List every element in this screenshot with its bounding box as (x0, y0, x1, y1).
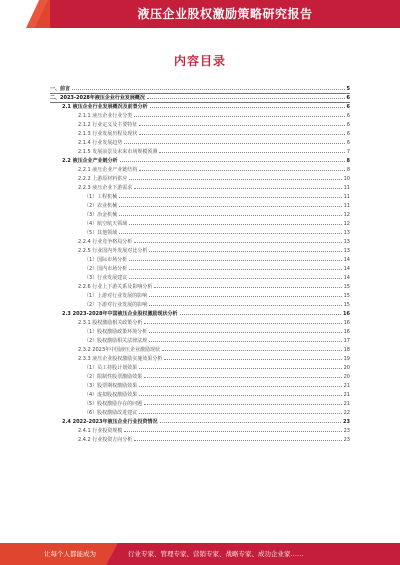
toc-leader-dots (149, 300, 341, 306)
toc-entry-title: 2.2.6 行业上下游关系及影响分析 (78, 284, 153, 290)
page-header (0, 0, 400, 28)
toc-entry-page: 19 (343, 356, 350, 362)
toc-entry-page: 13 (343, 230, 350, 236)
toc-entry-title: 2.2.4 行业竞争格局分析 (78, 239, 133, 245)
toc-entry-title: 2.2.5 行业国内外发展对比分析 (78, 248, 148, 254)
toc-entry[interactable] (50, 228, 350, 237)
toc-leader-dots (134, 435, 341, 441)
toc-entry[interactable] (50, 309, 350, 318)
toc-leader-dots (150, 102, 345, 108)
toc-entry-title: （5）股权激励存在的问题 (84, 401, 143, 407)
toc-entry[interactable] (50, 165, 350, 174)
toc-entry-page: 20 (343, 374, 350, 380)
toc-entry-title: （2）下游对行业发展的影响 (84, 302, 148, 308)
toc-entry-title: 2.1.5 发展前景及未来市场规模预测 (78, 149, 158, 155)
toc-leader-dots (129, 255, 341, 261)
toc-entry-page: 6 (346, 140, 350, 146)
table-of-contents (50, 84, 350, 444)
toc-entry-title: 二、2023-2028年液压企业行业发展概况 (50, 95, 145, 101)
toc-entry-title: 2.3.2 2023年中国液压企业激励现状 (78, 347, 161, 353)
toc-leader-dots (119, 210, 341, 216)
toc-entry[interactable] (50, 120, 350, 129)
toc-entry[interactable] (50, 327, 350, 336)
toc-entry-title: （3）股票期权激励效果 (84, 383, 138, 389)
toc-entry-title: （2）限制性股票激励效果 (84, 374, 143, 380)
toc-leader-dots (119, 192, 341, 198)
report-title: 液压企业股权激励策略研究报告 (137, 7, 313, 21)
toc-entry-title: 一、前言 (50, 86, 71, 92)
toc-entry-title: （6）股权激励改进建议 (84, 410, 138, 416)
toc-entry-page: 16 (343, 320, 350, 326)
toc-entry-title: 2.2.2 上游原材料供应 (78, 176, 128, 182)
toc-entry-page: 16 (343, 311, 350, 317)
toc-entry-page: 12 (343, 212, 350, 218)
toc-leader-dots (119, 201, 341, 207)
toc-entry-title: （2）国内市场分析 (84, 266, 128, 272)
toc-leader-dots (139, 363, 341, 369)
toc-entry[interactable] (50, 237, 350, 246)
toc-heading: 内容目录 (173, 54, 226, 68)
toc-entry-title: （4）虚拟股权激励效果 (84, 392, 138, 398)
toc-leader-dots (149, 327, 341, 333)
toc-divider (50, 102, 350, 103)
toc-entry-title: 2.1.3 行业发展历程及现状 (78, 131, 138, 137)
toc-entry-title: 2.3.1 股权激励相关政策分析 (78, 320, 143, 326)
toc-entry-title: （1）工程机械 (84, 194, 118, 200)
toc-leader-dots (139, 408, 341, 414)
toc-entry-page: 7 (346, 149, 350, 155)
toc-entry-page: 20 (343, 365, 350, 371)
toc-entry-page: 6 (346, 113, 350, 119)
toc-leader-dots (129, 273, 341, 279)
toc-entry-title: 2.1.1 液压企业行业分类 (78, 113, 133, 119)
toc-entry-page: 14 (343, 257, 350, 263)
toc-entry[interactable] (50, 192, 350, 201)
toc-leader-dots (119, 228, 341, 234)
toc-leader-dots (72, 84, 345, 90)
toc-entry-page: 23 (343, 419, 350, 425)
toc-leader-dots (139, 165, 344, 171)
toc-leader-dots (164, 354, 341, 360)
toc-entry-page: 11 (343, 203, 350, 209)
toc-entry[interactable] (50, 318, 350, 327)
toc-entry[interactable] (50, 201, 350, 210)
toc-entry[interactable] (50, 435, 350, 444)
toc-entry-page: 16 (343, 329, 350, 335)
toc-entry-page: 15 (343, 302, 350, 308)
toc-entry-title: 2.2.3 液压企业下游需求 (78, 185, 133, 191)
toc-leader-dots (162, 345, 342, 351)
toc-entry-title: 2.3 2023-2028年中国液压企业股权激励现状分析 (62, 311, 178, 317)
toc-entry-title: 2.1 液压企业行业发展概况及前景分析 (62, 104, 148, 110)
toc-entry-title: （3）行业发展建议 (84, 275, 128, 281)
toc-leader-dots (154, 282, 341, 288)
toc-entry-page: 23 (343, 428, 350, 434)
toc-entry[interactable] (50, 363, 350, 372)
toc-leader-dots (139, 381, 341, 387)
toc-entry-title: （2）农业机械 (84, 203, 118, 209)
toc-entry-page: 6 (346, 131, 350, 137)
toc-entry-title: （2）股权激励相关法律法规 (84, 338, 148, 344)
toc-entry[interactable] (50, 273, 350, 282)
toc-entry[interactable] (50, 336, 350, 345)
toc-entry-title: 2.4.1 行业投资规模 (78, 428, 123, 434)
toc-entry[interactable] (50, 417, 350, 426)
toc-leader-dots (139, 129, 344, 135)
toc-entry[interactable] (50, 174, 350, 183)
toc-leader-dots (144, 399, 341, 405)
toc-leader-dots (144, 372, 341, 378)
toc-entry-title: 2.2 液压企业产业链分析 (62, 158, 118, 164)
toc-entry[interactable] (50, 147, 350, 156)
toc-entry-page: 6 (346, 104, 350, 110)
toc-entry[interactable] (50, 300, 350, 309)
toc-entry[interactable] (50, 255, 350, 264)
toc-entry[interactable] (50, 129, 350, 138)
toc-entry[interactable] (50, 354, 350, 363)
toc-entry-page: 13 (343, 248, 350, 254)
toc-divider (50, 93, 350, 94)
toc-leader-dots (129, 174, 341, 180)
toc-entry[interactable] (50, 264, 350, 273)
toc-leader-dots (139, 120, 344, 126)
toc-entry[interactable] (50, 390, 350, 399)
toc-entry[interactable] (50, 408, 350, 417)
toc-entry-page: 6 (346, 122, 350, 128)
toc-leader-dots (129, 264, 341, 270)
toc-entry-page: 22 (343, 410, 350, 416)
toc-leader-dots (139, 390, 341, 396)
page-footer (0, 538, 400, 565)
toc-entry-title: （5）其他领域 (84, 230, 118, 236)
toc-entry-page: 8 (346, 167, 350, 173)
toc-entry-title: （3）冶金机械 (84, 212, 118, 218)
toc-entry-page: 21 (343, 392, 350, 398)
toc-entry-page: 11 (343, 194, 350, 200)
toc-entry-title: （1）股权激励政策环境分析 (84, 329, 148, 335)
toc-entry-title: 2.4 2022-2023年液压企业行业投资情况 (62, 419, 158, 425)
toc-entry[interactable] (50, 399, 350, 408)
toc-entry-title: （1）国际市场分析 (84, 257, 128, 263)
toc-entry-title: 2.1.2 行业定义及主要特征 (78, 122, 138, 128)
toc-entry[interactable] (50, 282, 350, 291)
toc-leader-dots (144, 318, 341, 324)
toc-entry[interactable] (50, 210, 350, 219)
footer-slogan-left: 让每个人都能成为 (44, 550, 96, 558)
toc-entry-page: 15 (343, 293, 350, 299)
toc-leader-dots (147, 93, 345, 99)
toc-entry-page: 15 (343, 284, 350, 290)
toc-entry[interactable] (50, 219, 350, 228)
toc-leader-dots (160, 417, 342, 423)
toc-entry-page: 13 (343, 239, 350, 245)
toc-entry-page: 14 (343, 266, 350, 272)
toc-entry-title: 2.3.3 液压企业股权激励实施效果分析 (78, 356, 163, 362)
toc-entry-page: 5 (346, 86, 350, 92)
toc-leader-dots (134, 111, 345, 117)
toc-leader-dots (120, 156, 345, 162)
toc-leader-dots (134, 183, 341, 189)
toc-leader-dots (149, 291, 341, 297)
toc-entry-page: 8 (346, 158, 350, 164)
toc-entry[interactable] (50, 291, 350, 300)
toc-leader-dots (180, 309, 342, 315)
toc-entry[interactable] (50, 183, 350, 192)
toc-entry-page: 14 (343, 275, 350, 281)
toc-leader-dots (124, 138, 345, 144)
toc-entry-page: 18 (343, 347, 350, 353)
toc-entry-title: （1）员工持股计划效果 (84, 365, 138, 371)
toc-entry-title: （4）航空航天领域 (84, 221, 128, 227)
toc-entry-page: 6 (346, 95, 350, 101)
toc-entry-page: 11 (343, 185, 350, 191)
toc-leader-dots (134, 237, 341, 243)
toc-entry[interactable] (50, 426, 350, 435)
toc-entry-title: 2.2.1 液压企业产业链结构 (78, 167, 138, 173)
toc-entry-title: 2.4.2 行业投资方向分析 (78, 437, 133, 443)
toc-leader-dots (159, 147, 344, 153)
toc-entry[interactable] (50, 381, 350, 390)
toc-leader-dots (129, 219, 341, 225)
toc-entry[interactable] (50, 246, 350, 255)
toc-entry-page: 21 (343, 401, 350, 407)
toc-leader-dots (124, 426, 341, 432)
toc-entry-title: （1）上游对行业发展的影响 (84, 293, 148, 299)
toc-entry-page: 17 (343, 338, 350, 344)
toc-entry-page: 10 (343, 176, 350, 182)
footer-slogan-right: 行业专家、管理专家、营销专家、战略专家、成功企业家…… (128, 550, 304, 558)
toc-entry-page: 21 (343, 383, 350, 389)
toc-entry[interactable] (50, 345, 350, 354)
toc-entry[interactable] (50, 138, 350, 147)
toc-entry-page: 12 (343, 221, 350, 227)
toc-entry-title: 2.1.4 行业发展趋势 (78, 140, 123, 146)
toc-entry[interactable] (50, 372, 350, 381)
toc-leader-dots (149, 246, 341, 252)
toc-leader-dots (149, 336, 341, 342)
toc-entry-page: 23 (343, 437, 350, 443)
toc-entry[interactable] (50, 156, 350, 165)
toc-entry[interactable] (50, 111, 350, 120)
toc-entry[interactable] (50, 102, 350, 111)
